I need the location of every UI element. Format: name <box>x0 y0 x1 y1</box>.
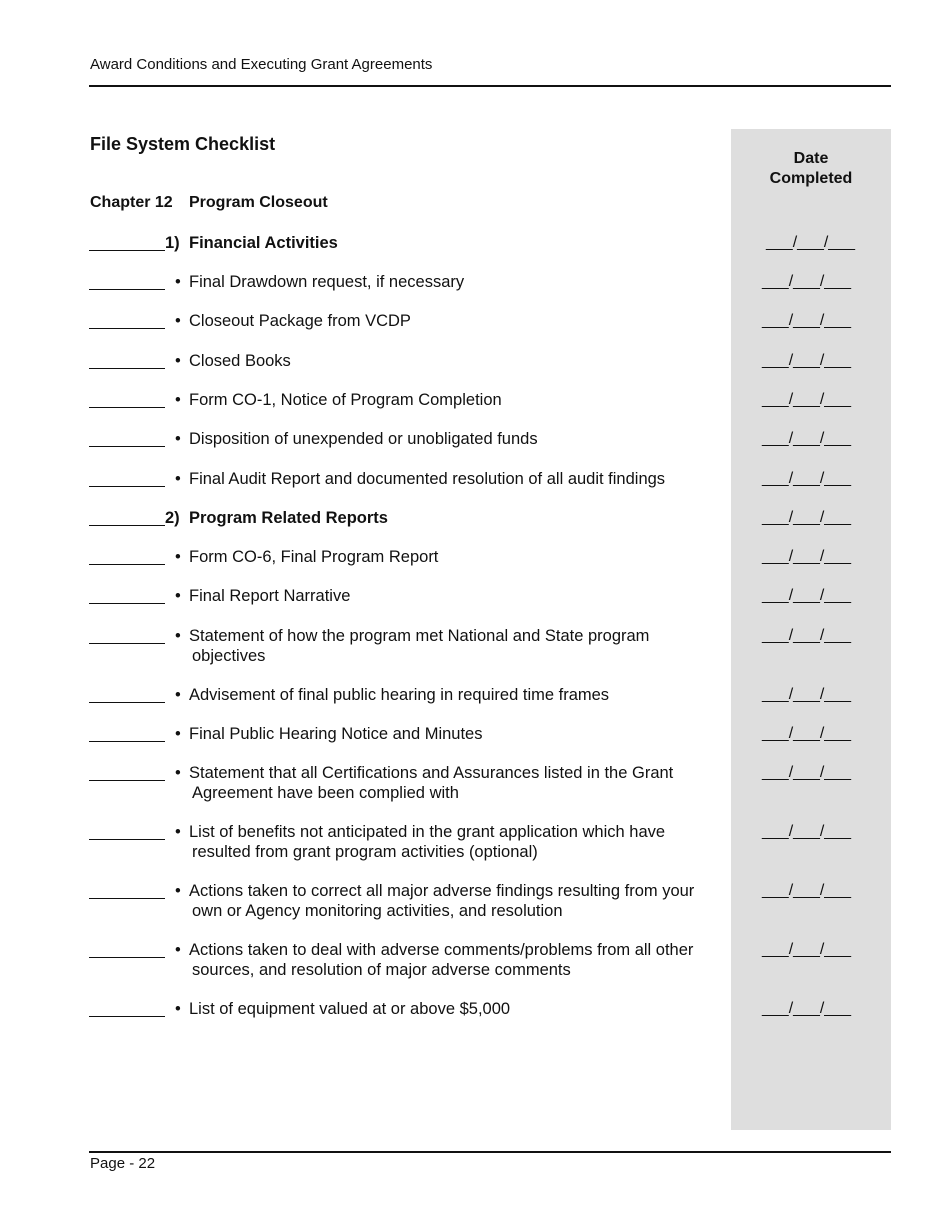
item-text-line1: Disposition of unexpended or unobligated funds <box>189 430 538 448</box>
item-text-line1: Actions taken to deal with adverse comments/problems from all other <box>189 941 694 959</box>
item-text-line1: Statement of how the program met National and State program <box>189 627 650 645</box>
item-text <box>189 469 729 489</box>
item-text <box>189 429 729 449</box>
item-text <box>189 626 729 666</box>
item-text <box>189 272 729 292</box>
item-text-line2: own or Agency monitoring activities, and resolution <box>192 902 563 920</box>
initials-blank[interactable] <box>89 823 165 840</box>
item-text-line1: Advisement of final public hearing in required time frames <box>189 686 610 704</box>
section-number: 1) <box>165 234 180 252</box>
item-text-line1: List of equipment valued at or above $5,000 <box>189 1000 511 1018</box>
item-text-line1: Actions taken to correct all major adverse findings resulting from your <box>189 882 695 900</box>
item-text-line1: Final Public Hearing Notice and Minutes <box>189 725 483 743</box>
item-text <box>189 508 729 528</box>
date-completed-field[interactable]: ___/___/___ <box>762 470 851 487</box>
initials-blank[interactable] <box>89 627 165 644</box>
item-text <box>189 881 729 921</box>
item-text-line1: Statement that all Certifications and Assurances listed in the Grant <box>189 764 674 782</box>
date-completed-field[interactable]: ___/___/___ <box>762 627 851 644</box>
bullet-icon: • <box>175 1000 181 1018</box>
item-text-line1: Final Drawdown request, if necessary <box>189 273 465 291</box>
initials-blank[interactable] <box>89 686 165 703</box>
item-text-line2: sources, and resolution of major adverse comments <box>192 961 571 979</box>
initials-blank[interactable] <box>89 234 165 251</box>
item-text-line1: Form CO-1, Notice of Program Completion <box>189 391 502 409</box>
date-completed-field[interactable]: ___/___/___ <box>762 1000 851 1017</box>
chapter-name: Program Closeout <box>189 194 328 211</box>
date-completed-field[interactable]: ___/___/___ <box>762 273 851 290</box>
date-completed-field[interactable]: ___/___/___ <box>762 882 851 899</box>
initials-blank[interactable] <box>89 941 165 958</box>
initials-blank[interactable] <box>89 430 165 447</box>
initials-blank[interactable] <box>89 509 165 526</box>
section-number: 2) <box>165 509 180 527</box>
item-text-line1: Program Related Reports <box>189 509 388 527</box>
item-text <box>189 940 729 980</box>
bullet-icon: • <box>175 627 181 645</box>
bullet-icon: • <box>175 430 181 448</box>
date-header-line1: Date <box>793 150 829 167</box>
date-completed-field[interactable]: ___/___/___ <box>762 587 851 604</box>
chapter-number: Chapter 12 <box>90 194 173 211</box>
initials-blank[interactable] <box>89 1000 165 1017</box>
item-text-line1: Final Audit Report and documented resolution of all audit findings <box>189 470 666 488</box>
item-text-line1: Closeout Package from VCDP <box>189 312 411 330</box>
date-completed-header <box>731 149 891 189</box>
item-text <box>189 233 729 253</box>
initials-blank[interactable] <box>89 725 165 742</box>
item-text <box>189 999 729 1019</box>
bullet-icon: • <box>175 391 181 409</box>
item-text-line1: Final Report Narrative <box>189 587 351 605</box>
bullet-icon: • <box>175 882 181 900</box>
checklist-title: File System Checklist <box>90 134 276 154</box>
date-completed-field[interactable]: ___/___/___ <box>762 352 851 369</box>
date-header-line2: Completed <box>769 170 853 187</box>
bullet-icon: • <box>175 823 181 841</box>
bullet-icon: • <box>175 352 181 370</box>
bullet-icon: • <box>175 725 181 743</box>
item-text <box>189 311 729 331</box>
date-completed-field[interactable]: ___/___/___ <box>762 764 851 781</box>
item-text <box>189 351 729 371</box>
date-completed-field[interactable]: ___/___/___ <box>762 312 851 329</box>
date-completed-field[interactable]: ___/___/___ <box>762 430 851 447</box>
chapter-heading <box>90 194 328 212</box>
bullet-icon: • <box>175 587 181 605</box>
date-completed-field[interactable]: ___/___/___ <box>762 686 851 703</box>
item-text <box>189 547 729 567</box>
header-divider <box>89 85 891 87</box>
initials-blank[interactable] <box>89 312 165 329</box>
item-text <box>189 822 729 862</box>
initials-blank[interactable] <box>89 882 165 899</box>
date-completed-field[interactable]: ___/___/___ <box>762 725 851 742</box>
page-number: Page - 22 <box>90 1155 156 1172</box>
initials-blank[interactable] <box>89 273 165 290</box>
item-text-line1: List of benefits not anticipated in the grant application which have <box>189 823 666 841</box>
bullet-icon: • <box>175 686 181 704</box>
bullet-icon: • <box>175 941 181 959</box>
initials-blank[interactable] <box>89 352 165 369</box>
initials-blank[interactable] <box>89 470 165 487</box>
item-text-line2: Agreement have been complied with <box>192 784 459 802</box>
running-header: Award Conditions and Executing Grant Agreements <box>90 56 433 73</box>
item-text <box>189 724 729 744</box>
item-text <box>189 390 729 410</box>
date-completed-field[interactable]: ___/___/___ <box>762 941 851 958</box>
bullet-icon: • <box>175 273 181 291</box>
initials-blank[interactable] <box>89 391 165 408</box>
date-completed-field[interactable]: ___/___/___ <box>762 823 851 840</box>
date-completed-field[interactable]: ___/___/___ <box>762 509 851 526</box>
bullet-icon: • <box>175 764 181 782</box>
bullet-icon: • <box>175 470 181 488</box>
date-completed-field[interactable]: ___/___/___ <box>762 391 851 408</box>
bullet-icon: • <box>175 312 181 330</box>
footer-divider <box>89 1151 891 1153</box>
initials-blank[interactable] <box>89 548 165 565</box>
item-text-line1: Closed Books <box>189 352 291 370</box>
date-completed-field[interactable]: ___/___/___ <box>762 548 851 565</box>
item-text <box>189 586 729 606</box>
bullet-icon: • <box>175 548 181 566</box>
date-completed-field[interactable]: ___/___/___ <box>766 234 855 251</box>
initials-blank[interactable] <box>89 587 165 604</box>
item-text-line1: Form CO-6, Final Program Report <box>189 548 439 566</box>
item-text <box>189 763 729 803</box>
item-text-line2: resulted from grant program activities (optional) <box>192 843 538 861</box>
item-text-line1: Financial Activities <box>189 234 338 252</box>
item-text-line2: objectives <box>192 647 266 665</box>
initials-blank[interactable] <box>89 764 165 781</box>
item-text <box>189 685 729 705</box>
